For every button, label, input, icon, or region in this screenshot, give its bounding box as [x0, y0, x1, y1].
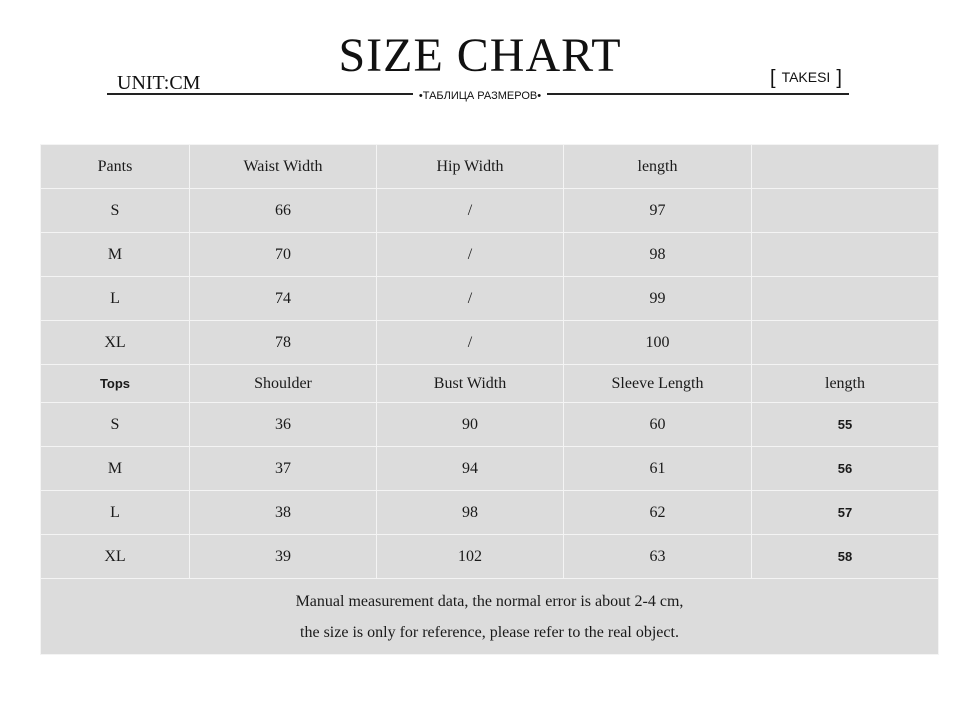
- table-cell: 94: [377, 447, 564, 491]
- size-cell: XL: [41, 321, 190, 365]
- page-title: SIZE CHART: [338, 29, 622, 82]
- table-cell: 57: [752, 491, 939, 535]
- tops-header-cell: Sleeve Length: [564, 365, 752, 403]
- size-cell: S: [41, 403, 190, 447]
- table-cell: 39: [190, 535, 377, 579]
- brand-name: TAKESI: [781, 69, 831, 85]
- table-cell: [752, 189, 939, 233]
- measurement-note: [41, 579, 939, 655]
- table-cell: [752, 277, 939, 321]
- table-row: [41, 447, 939, 491]
- table-cell: 102: [377, 535, 564, 579]
- size-cell: M: [41, 447, 190, 491]
- table-cell: 74: [190, 277, 377, 321]
- table-row: [41, 535, 939, 579]
- table-cell: [752, 321, 939, 365]
- pants-header-cell: Pants: [41, 145, 190, 189]
- table-cell: 63: [564, 535, 752, 579]
- table-cell: 97: [564, 189, 752, 233]
- size-cell: L: [41, 491, 190, 535]
- size-chart-table: [40, 144, 939, 655]
- brand-bracket-open: [: [770, 67, 776, 89]
- pants-header-cell: [752, 145, 939, 189]
- size-cell: XL: [41, 535, 190, 579]
- table-cell: 58: [752, 535, 939, 579]
- table-cell: 37: [190, 447, 377, 491]
- table-row: [41, 277, 939, 321]
- table-cell: 66: [190, 189, 377, 233]
- table-row: [41, 491, 939, 535]
- table-cell: /: [377, 321, 564, 365]
- size-cell: M: [41, 233, 190, 277]
- table-cell: 36: [190, 403, 377, 447]
- table-row: [41, 403, 939, 447]
- table-cell: /: [377, 189, 564, 233]
- tops-header-cell: Tops: [41, 365, 190, 403]
- note-line-1: Manual measurement data, the normal error is about 2-4 cm,: [295, 592, 684, 610]
- tops-header-cell: Shoulder: [190, 365, 377, 403]
- brand-bracket-close: ]: [836, 67, 842, 89]
- table-cell: /: [377, 277, 564, 321]
- note-line-2: the size is only for reference, please refer to the real object.: [300, 623, 679, 641]
- table-cell: 99: [564, 277, 752, 321]
- table-cell: 98: [564, 233, 752, 277]
- table-cell: 62: [564, 491, 752, 535]
- table-cell: 90: [377, 403, 564, 447]
- table-cell: [752, 233, 939, 277]
- table-row: [41, 233, 939, 277]
- tops-header-row: [41, 365, 939, 403]
- table-cell: 70: [190, 233, 377, 277]
- unit-label: UNIT:CM: [117, 72, 201, 94]
- table-cell: /: [377, 233, 564, 277]
- pants-header-cell: Waist Width: [190, 145, 377, 189]
- brand-logo: [770, 67, 842, 90]
- pants-header-cell: length: [564, 145, 752, 189]
- tops-header-cell: Bust Width: [377, 365, 564, 403]
- table-cell: 61: [564, 447, 752, 491]
- table-cell: 56: [752, 447, 939, 491]
- table-row: [41, 321, 939, 365]
- table-cell: 60: [564, 403, 752, 447]
- table-row: [41, 189, 939, 233]
- table-cell: 100: [564, 321, 752, 365]
- size-cell: S: [41, 189, 190, 233]
- pants-header-cell: Hip Width: [377, 145, 564, 189]
- header: [0, 0, 960, 110]
- tops-header-cell: length: [752, 365, 939, 403]
- table-cell: 55: [752, 403, 939, 447]
- pants-header-row: [41, 145, 939, 189]
- note-row: [41, 579, 939, 655]
- table-cell: 98: [377, 491, 564, 535]
- table-cell: 78: [190, 321, 377, 365]
- size-cell: L: [41, 277, 190, 321]
- table-cell: 38: [190, 491, 377, 535]
- subtitle: •ТАБЛИЦА РАЗМЕРОВ•: [413, 90, 547, 102]
